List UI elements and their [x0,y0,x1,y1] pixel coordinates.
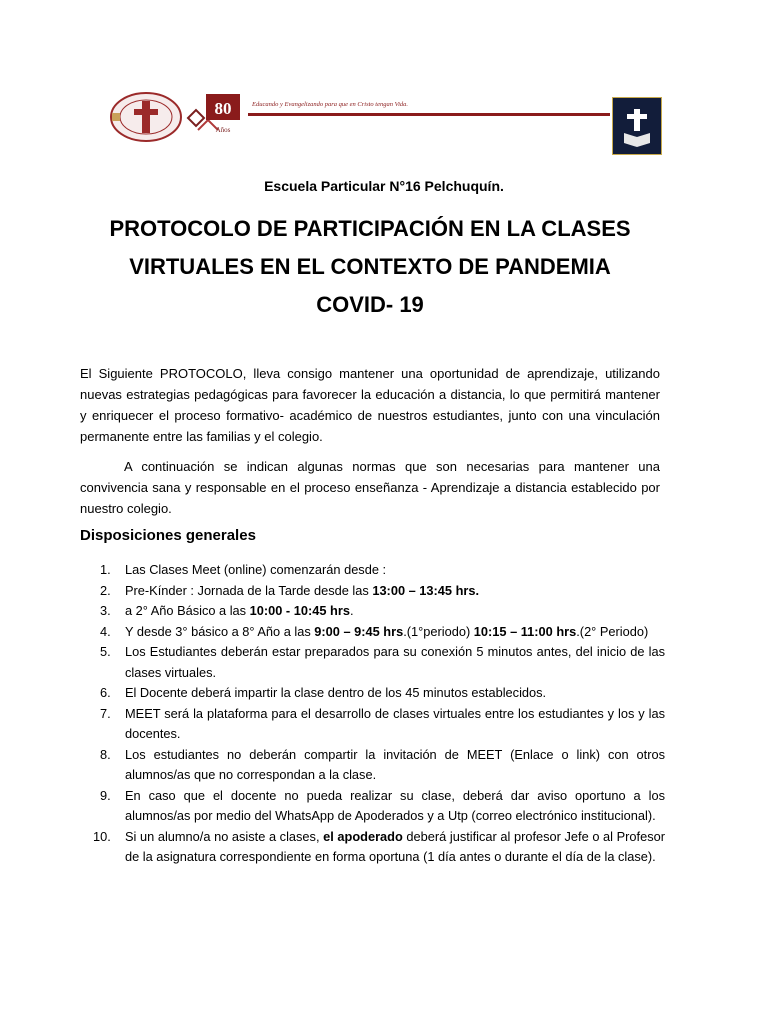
list-item-number: 5. [100,644,111,659]
list-item-number: 2. [100,582,111,598]
list-item [80,683,665,704]
list-item-bold-text: el apoderado [323,828,403,844]
list-item-text: .(2° Periodo) [576,623,649,639]
list-item-number: 8. [100,746,111,762]
intro-paragraph: El Siguiente PROTOCOLO, lleva consigo mantener una oportunidad de aprendizaje, utilizando nuevas estrategias pedagógicas para favorecer la educación a distancia, lo que permitirá mantener y enriquecer el proceso formativo- académico de nuestros estudiantes, junto con una vinculación permanente entre las familias y el colegio. [80,366,660,444]
list-item-bold-text: 9:00 – 9:45 hrs [314,623,404,639]
list-item-text: Si un alumno/a no asiste a clases, [125,828,324,844]
list-item-bold-text: 10:15 – 11:00 hrs [473,623,577,639]
list-item [80,581,665,602]
list-item-text: En caso que el docente no pueda realizar su clase, deberá dar aviso oportuno a los alumnos/as por medio del WhatsApp de Apoderados y a Utp (correo electrónico institucional). [125,787,665,823]
document-title [60,210,680,324]
logo-anos-text: Años [215,126,231,134]
list-item [80,622,665,643]
list-item-text: Los Estudiantes deberán estar preparados para su conexión 5 minutos antes, del inicio de las clases virtuales. [125,644,665,680]
title-line: PROTOCOLO DE PARTICIPACIÓN EN LA CLASES [109,216,631,241]
slogan: Educando y Evangelizando para que en Cristo tengan Vida. [252,101,409,108]
list-item-text: Y desde 3° básico a 8° Año a las [125,623,315,639]
list-item-number: 7. [100,705,111,721]
section-title: Disposiciones generales [80,527,256,544]
list-item-text: a 2° Año Básico a las [125,603,250,618]
list-item [80,601,665,622]
second-paragraph: A continuación se indican algunas normas que son necesarias para mantener una convivencia sana y responsable en el proceso enseñanza - Aprendizaje a distancia establecido por nuestro colegio. [80,459,660,516]
list-item-number: 9. [100,787,111,803]
list-item-number: 10. [93,828,111,844]
list-item [80,827,665,868]
list-item-number: 3. [100,603,111,618]
list-item-bold-text: 13:00 – 13:45 hrs. [372,582,480,598]
list-item-text: MEET será la plataforma para el desarrollo de clases virtuales entre los estudiantes y los y las docentes. [125,705,665,741]
list-item-text: Las Clases Meet (online) comenzarán desde : [125,562,387,577]
school-seal-logo [110,91,182,143]
school-crest-logo [612,97,662,155]
title-line: VIRTUALES EN EL CONTEXTO DE PANDEMIA [129,254,611,279]
list-item-text: . [349,603,354,618]
list-item [80,786,665,827]
letterhead [108,88,664,162]
list-item-number: 6. [100,685,111,700]
list-item-text: deberá justificar al profesor Jefe o al Profesor de la asignatura correspondiente en forma oportuna (1 día antes o durante el día de la clase). [125,828,665,864]
list-item-bold-text: 10:00 - 10:45 hrs [249,603,350,618]
list-item [80,642,665,683]
header-divider [248,113,610,116]
list-item-text: Los estudiantes no deberán compartir la invitación de MEET (Enlace o link) con otros alumnos/as que no correspondan a la clase. [125,746,665,782]
school-name: Escuela Particular N°16 Pelchuquín. [264,178,504,194]
list-item-number: 1. [100,562,111,577]
list-item-text: .(1°periodo) [403,623,474,639]
logo-80-text: 80 [214,99,232,118]
list-item-text: El Docente deberá impartir la clase dentro de los 45 minutos establecidos. [125,685,547,700]
anniversary-80-logo [186,90,244,138]
list-item-number: 4. [100,623,111,639]
list-item [80,745,665,786]
rules-list [80,560,665,868]
list-item [80,704,665,745]
list-item-text: Pre-Kínder : Jornada de la Tarde desde las [125,582,373,598]
title-line: COVID- 19 [316,292,424,317]
list-item [80,560,665,581]
